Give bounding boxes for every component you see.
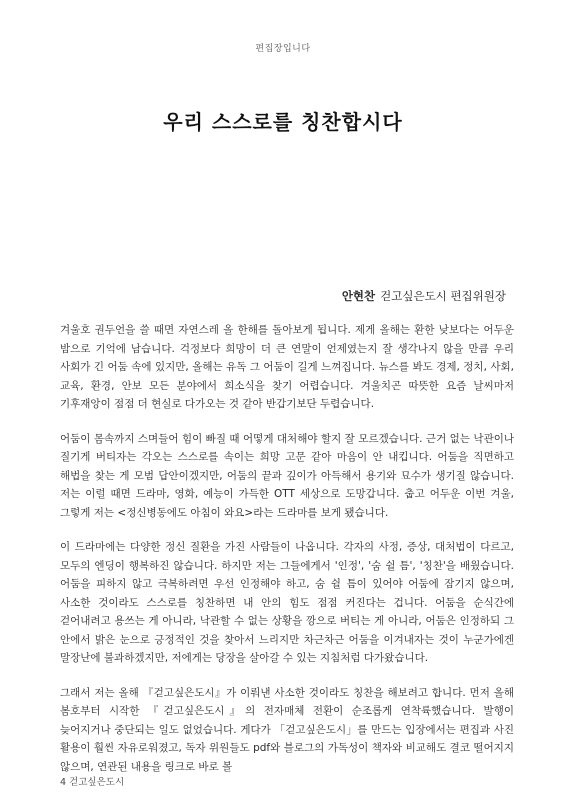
paragraph-4: 그래서 저는 올해 『걷고싶은도시』가 이뤄낸 사소한 것이라도 칭찬을 해보려고 합니다. 먼저 올해 봄호부터 시작한 『걷고싶은도시』의 전자매체 전환이 순조롭게 연착륙했습니다. 발행이 늦어지거나 중단되는 일도 없었습니다. 게다가 「걷고싶은도시」를 만드는 입장에서는 편집과 사진 활용이 훨씬 자유로워졌고, 독자 위원들도 pdf와 블로그의 가독성이 책자와 비교해도 결코 떨어지지 않으며, 연관된 내용을 링크로 바로 볼 [60,686,514,773]
page-footer [60,774,124,788]
article-body [60,321,514,792]
page-number: 4 [60,777,67,788]
paragraph-2: 어둠이 몸속까지 스며들어 힘이 빠질 때 어떻게 대처해야 할지 잘 모르겠습니다. 근거 없는 낙관이나 질기게 버티자는 각오는 스스로를 속이는 희망 고문 같아 마음이 안 내킵니다. 어둠을 직면하고 해법을 찾는 게 모범 답안이겠지만, 어둠의 끝과 깊이가 아득해서 용기와 묘수가 생기질 않습니다. 저는 이럴 때면 드라마, 영화, 예능이 가득한 OTT 세상으로 도망갑니다. 춥고 어두운 이번 겨울, 그렇게 저는 <정신병동에도 아침이 와요>라는 드라마를 보게 됐습니다. [60,432,514,519]
article-title: 우리 스스로를 칭찬합시다 [163,110,403,134]
paragraph-1: 겨울호 권두언을 쓸 때면 자연스레 올 한해를 돌아보게 됩니다. 제게 올해는 환한 낮보다는 어두운 밤으로 기억에 남습니다. 걱정보다 희망이 더 큰 연말이 언제였는지 잘 생각나지 않을 만큼 우리 사회가 긴 어둠 속에 있지만, 올해는 유독 그 어둠이 길게 느껴집니다. 뉴스를 봐도 경제, 정치, 사회, 교육, 환경, 안보 모든 분야에서 희소식을 찾기 어렵습니다. 겨울치곤 따뜻한 요즘 날씨마저 기후재앙이 점점 더 현실로 다가오는 것 같아 반갑기보단 두렵습니다. [60,324,514,410]
byline [342,288,506,304]
running-header: 편집장입니다 [255,44,311,54]
author-name: 안현찬 [341,289,376,303]
author-role: 걷고싶은도시 편집위원장 [380,289,506,303]
publication-name: 걷고싶은도시 [69,777,125,788]
paragraph-3: 이 드라마에는 다양한 정신 질환을 가진 사람들이 나옵니다. 각자의 사정, 증상, 대처법이 다르고, 모두의 엔딩이 행복하진 않습니다. 하지만 저는 그들에게서 '인정', '숨 쉴 틈', '칭찬'을 배웠습니다. 어둠을 피하지 않고 극복하려면 우선 인정해야 하고, 숨 쉴 틈이 있어야 어둠에 잠기지 않으며, 사소한 것이라도 스스로를 칭찬하면 내 안의 힘도 점점 커진다는 겁니다. 어둠을 순식간에 걷어내려고 용쓰는 게 아니라, 낙관할 수 없는 상황을 깡으로 버티는 게 아니라, 어둠은 인정하되 그 안에서 밝은 눈으로 긍정적인 것을 찾아서 느리지만 차근차근 어둠을 이겨내자는 것이 누군가에겐 말장난에 불과하겠지만, 저에게는 당장을 살아갈 수 있는 지침처럼 다가왔습니다. [60,541,514,664]
